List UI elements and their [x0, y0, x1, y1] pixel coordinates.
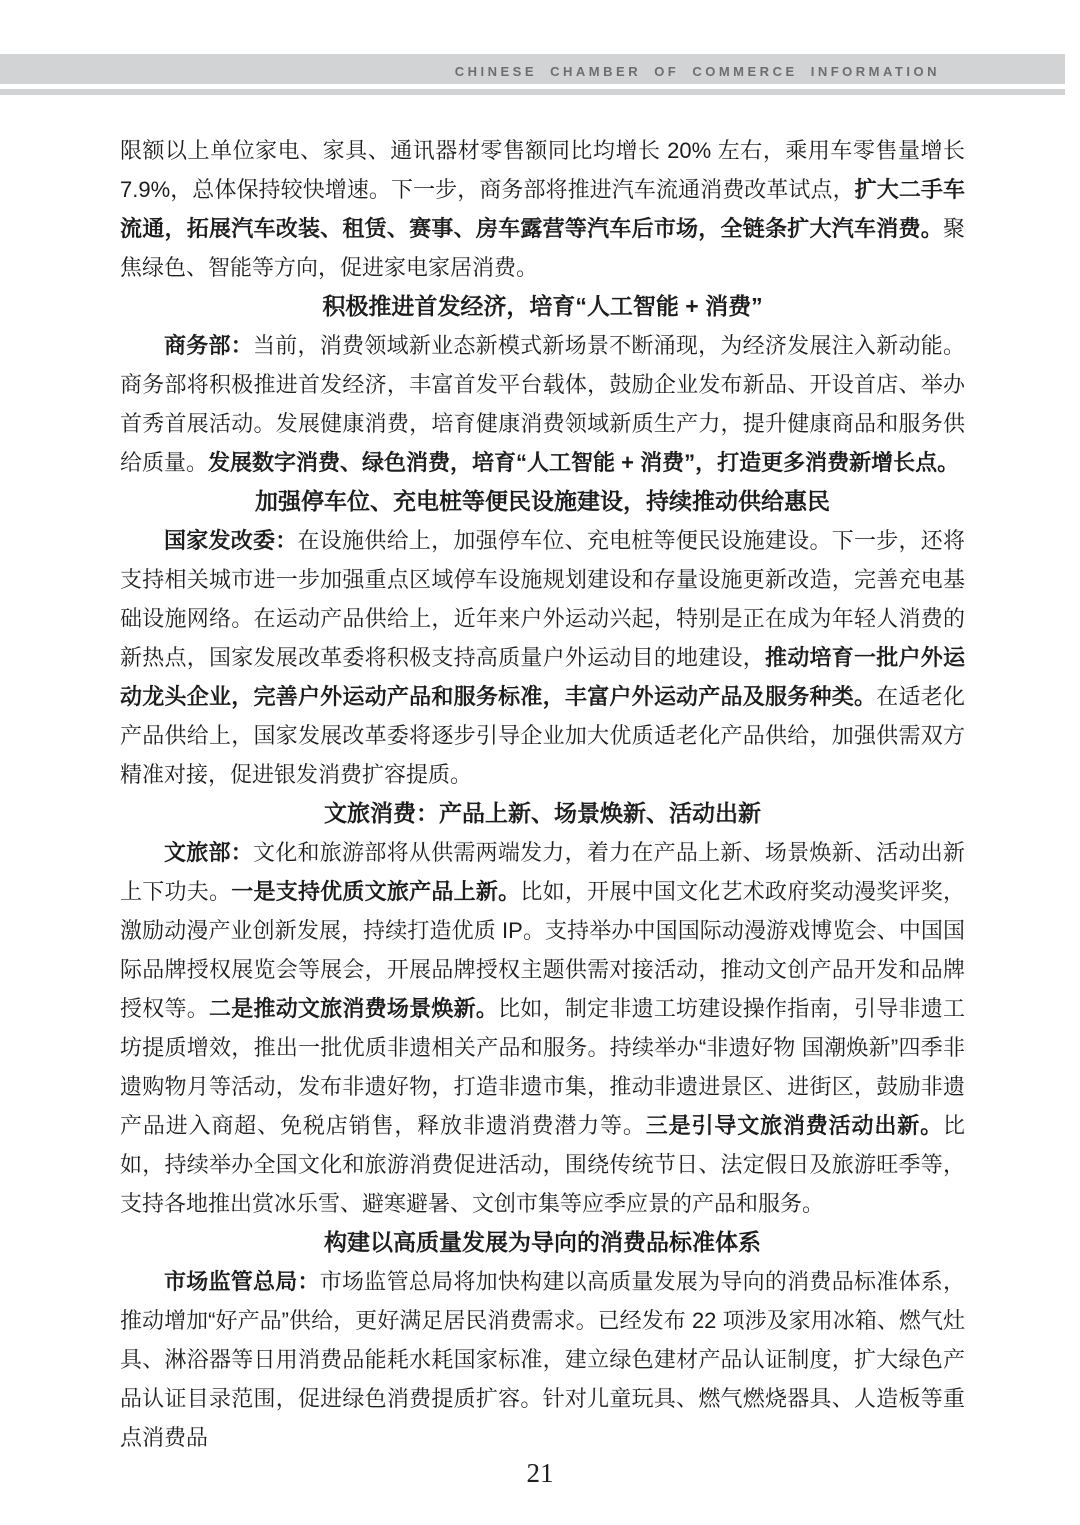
text-run: 限额以上单位家电、家具、通讯器材零售额同比均增长 20% 左右，乘用车零售量增长 7.9%，总体保持较快增速。下一步，商务部将推进汽车流通消费改革试点，	[120, 138, 965, 202]
emphasis-text-run: 国家发改委：	[164, 528, 298, 553]
masthead-title: CHINESE CHAMBER OF COMMERCE INFORMATION	[454, 63, 940, 79]
body-paragraph	[120, 833, 965, 1223]
text-run: 当前，消费领域新业态新模式新场景不断涌现，为经济发展注入新动能。商务部将积极推进首发经济，丰富首发平台载体，鼓励企业发布新品、开设首店、举办首秀首展活动。发展健康消费，培育健康消费领域新质生产力，提升健康商品和服务供给质量。	[120, 333, 965, 475]
masthead-rule	[0, 89, 1065, 95]
emphasis-text-run: 商务部：	[164, 333, 254, 358]
page-number: 21	[526, 1458, 554, 1488]
text-run: 聚焦绿色、智能等方向，促进家电家居消费。	[120, 216, 965, 280]
section-heading: 构建以高质量发展为导向的消费品标准体系	[324, 1229, 761, 1255]
masthead-bar	[0, 54, 1065, 84]
section-heading: 文旅消费：产品上新、场景焕新、活动出新	[324, 800, 761, 826]
text-run: 在设施供给上，加强停车位、充电桩等便民设施建设。下一步，还将支持相关城市进一步加强重点区域停车设施规划建设和存量设施更新改造，完善充电基础设施网络。在运动产品供给上，近年来户外运动兴起，特别是正在成为年轻人消费的新热点，国家发展改革委将积极支持高质量户外运动目的地建设，	[120, 528, 965, 670]
article	[120, 131, 965, 1457]
body-paragraph	[120, 1262, 965, 1457]
text-run: 在适老化产品供给上，国家发展改革委将逐步引导企业加大优质适老化产品供给，加强供需双方精准对接，促进银发消费扩容提质。	[120, 684, 965, 787]
emphasis-text-run: 一是支持优质文旅产品上新。	[231, 879, 521, 904]
emphasis-text-run: 文旅部：	[164, 840, 254, 865]
emphasis-text-run: 二是推动文旅消费场景焕新。	[208, 996, 499, 1021]
emphasis-text-run: 扩大二手车流通，拓展汽车改装、租赁、赛事、房车露营等汽车后市场，全链条扩大汽车消费。	[120, 177, 965, 241]
text-run: 比如，持续举办全国文化和旅游消费促进活动，围绕传统节日、法定假日及旅游旺季等，支持各地推出赏冰乐雪、避寒避暑、文创市集等应季应景的产品和服务。	[120, 1113, 965, 1216]
emphasis-text-run: 发展数字消费、绿色消费，培育“人工智能 + 消费”，打造更多消费新增长点。	[208, 450, 960, 475]
emphasis-text-run: 推动培育一批户外运动龙头企业，完善户外运动产品和服务标准，丰富户外运动产品及服务种类。	[120, 645, 965, 709]
emphasis-text-run: 三是引导文旅消费活动出新。	[645, 1113, 943, 1138]
text-run: 比如，开展中国文化艺术政府奖动漫奖评奖，激励动漫产业创新发展，持续打造优质 IP。支持举办中国国际动漫游戏博览会、中国国际品牌授权展览会等展会，开展品牌授权主题供需对接活动，推动文创产品开发和品牌授权等。	[120, 879, 965, 1021]
body-paragraph	[120, 521, 965, 794]
text-run: 比如，制定非遗工坊建设操作指南，引导非遗工坊提质增效，推出一批优质非遗相关产品和服务。持续举办“非遗好物 国潮焕新”四季非遗购物月等活动，发布非遗好物，打造非遗市集，推动非遗进景区、进街区，鼓励非遗产品进入商超、免税店销售，释放非遗消费潜力等。	[120, 996, 965, 1138]
section-heading: 加强停车位、充电桩等便民设施建设，持续推动供给惠民	[255, 488, 830, 514]
body-paragraph	[120, 326, 965, 482]
page-footer	[0, 1458, 1080, 1489]
text-run: 文化和旅游部将从供需两端发力，着力在产品上新、场景焕新、活动出新上下功夫。	[120, 840, 965, 904]
section-heading: 积极推进首发经济，培育“人工智能 + 消费”	[322, 293, 763, 319]
body-paragraph	[120, 131, 965, 287]
text-run: 市场监管总局将加快构建以高质量发展为导向的消费品标准体系，推动增加“好产品”供给，更好满足居民消费需求。已经发布 22 项涉及家用冰箱、燃气灶具、淋浴器等日用消费品能耗水耗国家标准，建立绿色建材产品认证制度，扩大绿色产品认证目录范围，促进绿色消费提质扩容。针对儿童玩具、燃气燃烧器具、人造板等重点消费品	[120, 1269, 965, 1450]
emphasis-text-run: 市场监管总局：	[164, 1269, 320, 1294]
